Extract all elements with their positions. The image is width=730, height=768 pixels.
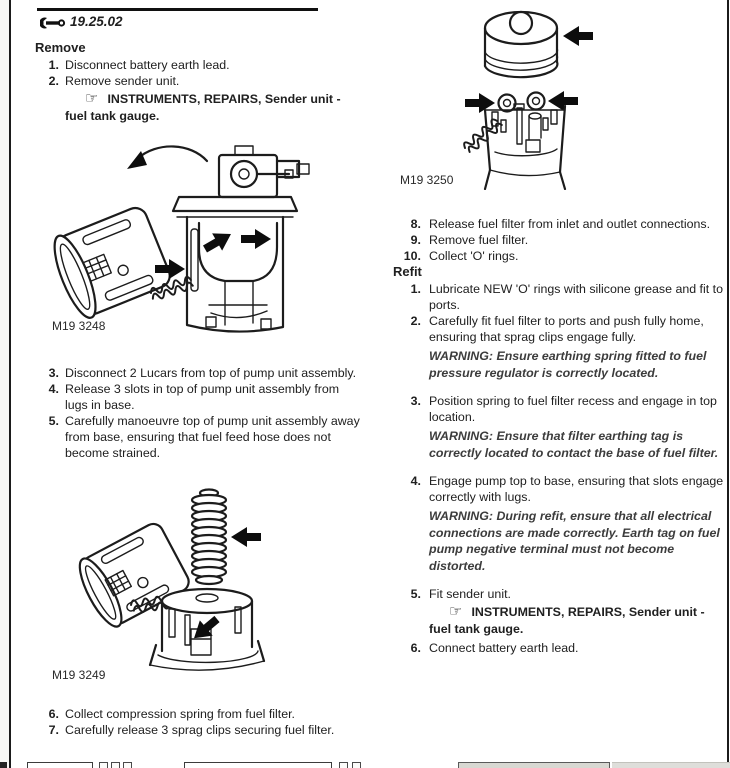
left-column <box>35 40 365 738</box>
cutoff-toolbar-band <box>612 762 730 768</box>
cutoff-toolbar-block <box>0 762 7 768</box>
refit-step-5: 5. Fit sender unit. <box>410 587 511 601</box>
cross-reference-sender-unit: ☞ INSTRUMENTS, REPAIRS, Sender unit - fuel tank gauge. <box>65 90 341 123</box>
cutoff-input-2[interactable] <box>184 762 332 768</box>
fuel-filter-illustration <box>393 2 725 190</box>
cutoff-control-4[interactable] <box>339 762 348 768</box>
spanner-icon <box>40 16 66 30</box>
remove-step-4: 4. Release 3 slots in top of pump unit assembly from lugs in base. <box>48 382 340 412</box>
remove-step-9: 9. Remove fuel filter. <box>410 233 529 247</box>
cutoff-bottom-toolbar <box>0 761 730 768</box>
remove-step-6: 6. Collect compression spring from fuel filter. <box>48 707 296 721</box>
cutoff-button[interactable] <box>458 762 610 768</box>
page-border-right <box>727 0 729 768</box>
remove-step-8: 8. Release fuel filter from inlet and outlet connections. <box>410 217 711 231</box>
refit-step-2: 2. Carefully fit fuel filter to ports and push fully home, ensuring that sprag clips engage fully. <box>410 314 704 344</box>
remove-step-7: 7. Carefully release 3 sprag clips securing fuel filter. <box>48 723 335 737</box>
pointing-hand-icon: ☞ <box>449 603 463 620</box>
refit-step-4: 4. Engage pump top to base, ensuring that slots engage correctly with lugs. <box>410 474 724 504</box>
figure-label: M19 3248 <box>52 319 106 333</box>
remove-step-1: 1. Disconnect battery earth lead. <box>48 58 230 72</box>
section-code: 19.25.02 <box>70 14 123 29</box>
page-margin-left <box>0 0 9 768</box>
cutoff-control-3[interactable] <box>123 762 132 768</box>
compression-spring-illustration <box>39 479 349 684</box>
warning-earthing-tag: WARNING: Ensure that filter earthing tag is correctly located to contact the base of fuel filter. <box>429 429 719 460</box>
remove-heading: Remove <box>35 40 86 55</box>
cutoff-control-5[interactable] <box>352 762 361 768</box>
remove-step-10: 10. Collect 'O' rings. <box>403 249 519 263</box>
figure-compression-spring <box>39 479 365 688</box>
refit-step-3: 3. Position spring to fuel filter recess and engage in top location. <box>410 394 717 424</box>
figure-label: M19 3249 <box>52 668 106 682</box>
cutoff-control-2[interactable] <box>111 762 120 768</box>
right-column <box>393 0 727 656</box>
refit-step-6: 6. Connect battery earth lead. <box>410 641 579 655</box>
warning-earthing-spring: WARNING: Ensure earthing spring fitted to fuel pressure regulator is correctly located. <box>429 349 707 380</box>
pump-top-removal-illustration <box>39 133 361 335</box>
cutoff-input-1[interactable] <box>27 762 93 768</box>
remove-step-5: 5. Carefully manoeuvre top of pump unit assembly away from base, ensuring that fuel feed hose does not become strained. <box>48 414 360 460</box>
refit-step-1: 1. Lubricate NEW 'O' rings with silicone grease and fit to ports. <box>410 282 723 312</box>
cutoff-control-1[interactable] <box>99 762 108 768</box>
cross-reference-sender-unit-refit: ☞ INSTRUMENTS, REPAIRS, Sender unit - fuel tank gauge. <box>429 603 705 636</box>
refit-heading: Refit <box>393 264 422 279</box>
page-border-left <box>9 0 11 768</box>
pointing-hand-icon: ☞ <box>85 90 99 107</box>
figure-fuel-filter <box>393 2 727 194</box>
warning-electrical-connections: WARNING: During refit, ensure that all electrical connections are made correctly. Earth tag on fuel pump negative terminal must not become distorted. <box>429 509 720 573</box>
figure-pump-top-removal <box>39 133 365 339</box>
remove-step-2: 2. Remove sender unit. <box>48 74 180 88</box>
figure-label: M19 3250 <box>400 173 454 187</box>
remove-step-3: 3. Disconnect 2 Lucars from top of pump unit assembly. <box>48 366 357 380</box>
header-rule <box>37 8 318 11</box>
